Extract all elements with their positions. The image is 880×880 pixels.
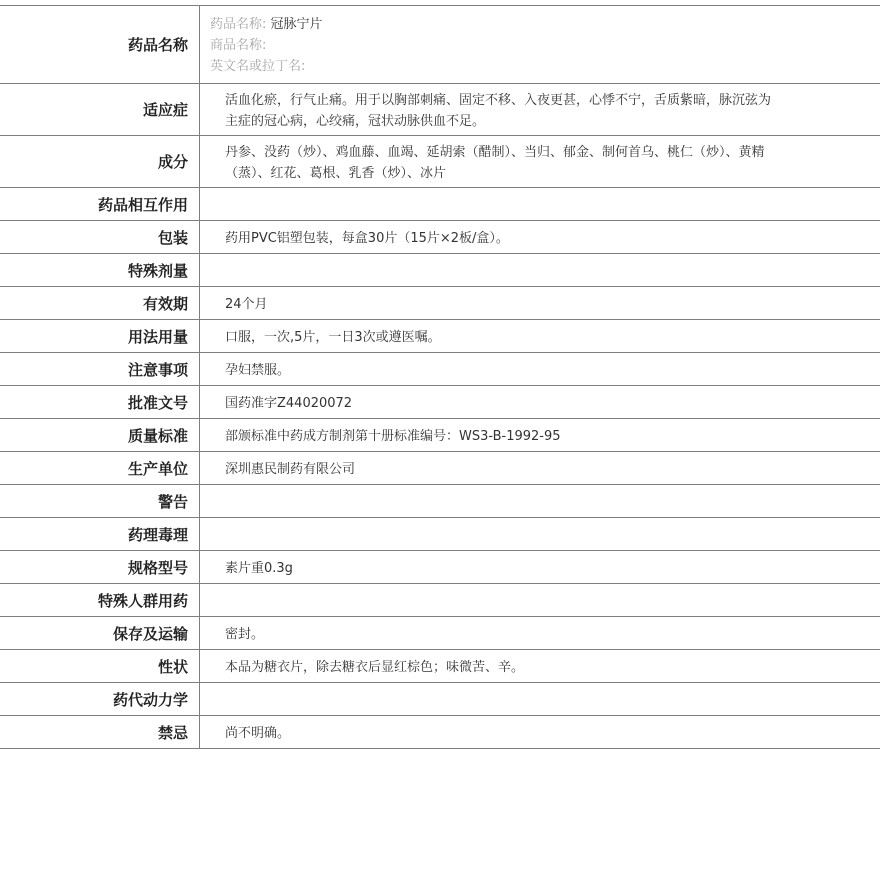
row-label: 质量标准 xyxy=(0,419,200,451)
row-label: 性状 xyxy=(0,650,200,682)
english-name-label: 英文名或拉丁名: xyxy=(210,59,306,74)
row-label: 适应症 xyxy=(0,84,200,135)
specification-text: 素片重0.3g xyxy=(225,560,293,576)
row-label: 警告 xyxy=(0,485,200,517)
row-packaging xyxy=(0,221,880,254)
row-warning xyxy=(0,485,880,518)
approval-number-text: 国药准字Z44020072 xyxy=(225,395,353,411)
english-name-line xyxy=(210,56,870,77)
row-value xyxy=(200,584,880,616)
row-value xyxy=(200,716,880,748)
trade-name-line xyxy=(210,35,870,56)
row-manufacturer xyxy=(0,452,880,485)
row-label: 禁忌 xyxy=(0,716,200,748)
row-label: 用法用量 xyxy=(0,320,200,352)
row-special-populations xyxy=(0,584,880,617)
row-appearance xyxy=(0,650,880,683)
generic-name-line xyxy=(210,14,870,35)
row-pharmacology xyxy=(0,518,880,551)
row-value xyxy=(200,287,880,319)
row-label: 特殊剂量 xyxy=(0,254,200,286)
precautions-text: 孕妇禁服。 xyxy=(225,362,291,378)
row-label: 保存及运输 xyxy=(0,617,200,649)
row-label: 规格型号 xyxy=(0,551,200,583)
appearance-text: 本品为糖衣片，除去糖衣后显红棕色；味微苦、辛。 xyxy=(225,659,525,675)
row-ingredients xyxy=(0,136,880,188)
row-value xyxy=(200,650,880,682)
row-label: 生产单位 xyxy=(0,452,200,484)
row-value xyxy=(200,353,880,385)
row-value xyxy=(200,419,880,451)
row-interactions xyxy=(0,188,880,221)
row-label: 特殊人群用药 xyxy=(0,584,200,616)
drug-name-block xyxy=(200,6,880,83)
row-approval-number xyxy=(0,386,880,419)
row-label: 有效期 xyxy=(0,287,200,319)
row-storage xyxy=(0,617,880,650)
row-expiry xyxy=(0,287,880,320)
row-value xyxy=(200,136,880,187)
row-value xyxy=(200,84,880,135)
row-label: 包装 xyxy=(0,221,200,253)
row-value xyxy=(200,551,880,583)
row-label: 药代动力学 xyxy=(0,683,200,715)
row-label: 成分 xyxy=(0,136,200,187)
row-label: 药理毒理 xyxy=(0,518,200,550)
row-label: 批准文号 xyxy=(0,386,200,418)
row-indications xyxy=(0,84,880,136)
quality-standard-text: 部颁标准中药成方制剂第十册标准编号：WS3-B-1992-95 xyxy=(225,428,561,444)
drug-info-table xyxy=(0,5,880,749)
row-label: 注意事项 xyxy=(0,353,200,385)
row-value xyxy=(200,683,880,715)
row-value xyxy=(200,485,880,517)
row-quality-standard xyxy=(0,419,880,452)
row-precautions xyxy=(0,353,880,386)
row-drug-name xyxy=(0,6,880,84)
trade-name-label: 商品名称: xyxy=(210,38,267,53)
row-specification xyxy=(0,551,880,584)
row-value xyxy=(200,254,880,286)
packaging-text: 药用PVC铝塑包装，每盒30片（15片×2板/盒）。 xyxy=(225,230,509,246)
row-pharmacokinetics xyxy=(0,683,880,716)
row-contraindications xyxy=(0,716,880,749)
row-dosage xyxy=(0,320,880,353)
row-value xyxy=(200,188,880,220)
ingredients-text: 丹参、没药（炒）、鸡血藤、血竭、延胡索（醋制）、当归、郁金、制何首乌、桃仁（炒）、黄精（蒸）、红花、葛根、乳香（炒）、冰片 xyxy=(225,144,765,181)
contraindications-text: 尚不明确。 xyxy=(225,725,291,741)
row-value xyxy=(200,617,880,649)
generic-name-value: 冠脉宁片 xyxy=(270,17,323,32)
row-value xyxy=(200,320,880,352)
manufacturer-text: 深圳惠民制药有限公司 xyxy=(225,461,356,477)
row-label: 药品相互作用 xyxy=(0,188,200,220)
expiry-text: 24个月 xyxy=(225,296,268,312)
row-value xyxy=(200,386,880,418)
row-value xyxy=(200,221,880,253)
row-value xyxy=(200,518,880,550)
row-label-drug-name: 药品名称 xyxy=(0,6,200,83)
dosage-text: 口服，一次,5片，一日3次或遵医嘱。 xyxy=(225,329,441,345)
storage-text: 密封。 xyxy=(225,626,265,642)
generic-name-label: 药品名称: xyxy=(210,17,267,32)
row-value xyxy=(200,452,880,484)
row-special-dosage xyxy=(0,254,880,287)
indications-text: 活血化瘀，行气止痛。用于以胸部刺痛、固定不移、入夜更甚，心悸不宁，舌质紫暗，脉沉弦为主症的冠心病，心绞痛，冠状动脉供血不足。 xyxy=(225,92,772,129)
